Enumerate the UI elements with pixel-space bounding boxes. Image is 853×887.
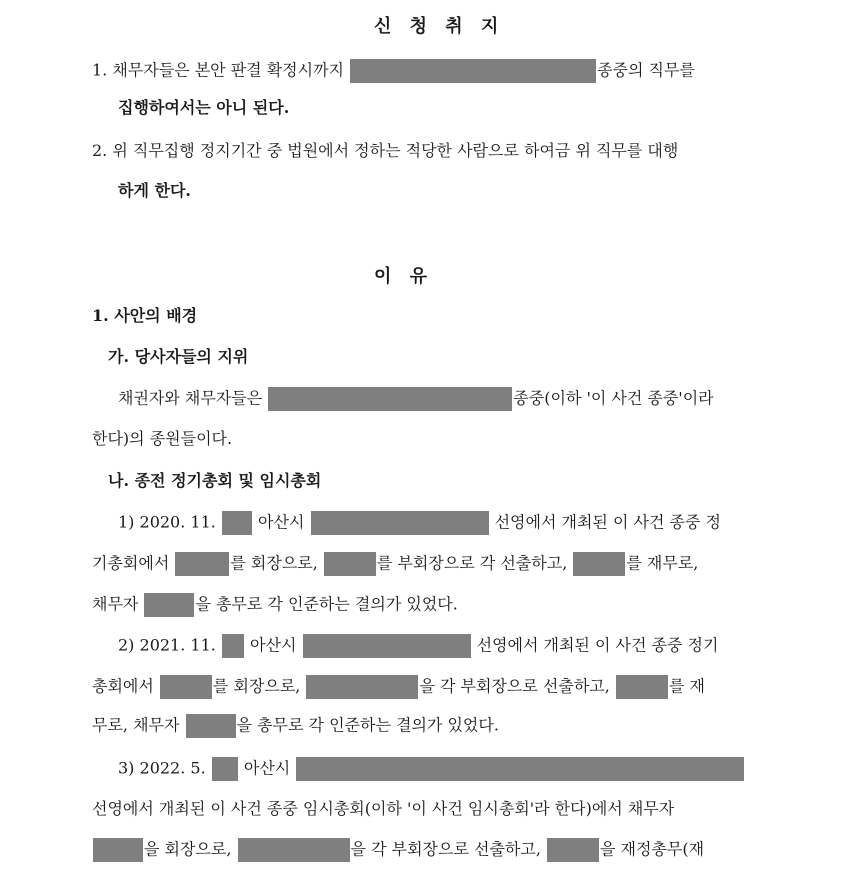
p3-text-e: 을 재정총무(재 <box>600 839 705 859</box>
p1-line-3 <box>92 593 458 617</box>
claim-2-line-2: 하게 한다. <box>118 181 191 200</box>
redaction-box <box>296 757 744 781</box>
claim-heading: 신 청 취 지 <box>374 16 505 37</box>
p1-text-g: 를 재무로, <box>626 553 699 573</box>
p1-text-e: 를 회장으로, <box>230 553 318 573</box>
redaction-box <box>350 59 596 83</box>
redaction-box <box>306 675 418 699</box>
p2-text-d: 총회에서 <box>92 676 154 696</box>
p3-text-c: 을 회장으로, <box>144 839 232 859</box>
claim-1-line-2: 집행하여서는 아니 된다. <box>118 98 290 117</box>
subsection-na-title: 나. 종전 정기총회 및 임시총회 <box>108 471 322 490</box>
p2-text-f: 을 각 부회장으로 선출하고, <box>419 676 610 696</box>
p1-text-a: 1) 2020. 11. <box>118 512 216 532</box>
reason-heading: 이 유 <box>374 266 434 287</box>
p3-text-a: 3) 2022. 5. <box>118 758 206 778</box>
p3-text-b: 아산시 <box>243 758 291 778</box>
redaction-box <box>186 714 236 738</box>
redaction-box <box>175 552 229 576</box>
p2-text-a: 2) 2021. 11. <box>118 635 216 655</box>
p3-text-d: 을 각 부회장으로 선출하고, <box>350 839 541 859</box>
redaction-box <box>324 552 376 576</box>
claim-2-line-1: 2. 위 직무집행 정지기간 중 법원에서 정하는 적당한 사람으로 하여금 위 직무를 대행 <box>92 141 679 160</box>
redaction-box <box>93 838 143 862</box>
ga-text-a: 채권자와 채무자들은 <box>118 388 263 408</box>
redaction-box <box>573 552 625 576</box>
redaction-box <box>238 838 350 862</box>
section-1-title: 1. 사안의 배경 <box>92 306 198 325</box>
p2-text-b: 아산시 <box>250 635 297 655</box>
ga-line-2: 한다)의 종원들이다. <box>92 429 233 448</box>
p1-text-d: 기총회에서 <box>92 553 170 573</box>
ga-text-b: 종중(이하 '이 사건 종중'이라 <box>513 388 714 408</box>
redaction-box <box>303 634 471 658</box>
ga-line-1 <box>118 387 714 411</box>
redaction-box <box>222 634 244 658</box>
p1-line-2 <box>92 552 698 576</box>
p2-text-i: 을 총무로 각 인준하는 결의가 있었다. <box>236 715 499 735</box>
p3-line-3 <box>92 838 704 862</box>
claim-1-text-a: 1. 채무자들은 본안 판결 확정시까지 <box>92 60 344 80</box>
p2-line-3 <box>92 714 499 738</box>
p3-line-1 <box>118 757 745 781</box>
redaction-box <box>268 387 512 411</box>
p2-text-e: 를 회장으로, <box>212 676 301 696</box>
p1-text-i: 을 총무로 각 인준하는 결의가 있었다. <box>195 594 458 614</box>
redaction-box <box>616 675 668 699</box>
redaction-box <box>222 511 252 535</box>
p1-text-b: 아산시 <box>258 512 305 532</box>
p2-text-g: 를 재 <box>668 676 705 696</box>
p1-text-c: 선영에서 개최된 이 사건 종중 정 <box>494 512 721 532</box>
p1-text-f: 를 부회장으로 각 선출하고, <box>376 553 568 573</box>
redaction-box <box>144 593 194 617</box>
claim-1-line-1 <box>92 59 695 83</box>
redaction-box <box>160 675 212 699</box>
p1-line-1 <box>118 511 721 535</box>
p1-text-h: 채무자 <box>92 594 139 614</box>
p2-text-c: 선영에서 개최된 이 사건 종중 정기 <box>476 635 719 655</box>
subsection-ga-title: 가. 당사자들의 지위 <box>108 347 249 366</box>
p2-text-h: 무로, 채무자 <box>92 715 180 735</box>
p2-line-2 <box>92 675 705 699</box>
redaction-box <box>311 511 489 535</box>
redaction-box <box>212 757 238 781</box>
p3-line-2: 선영에서 개최된 이 사건 종중 임시총회(이하 '이 사건 임시총회'라 한다)에서 채무자 <box>92 799 675 818</box>
redaction-box <box>547 838 599 862</box>
claim-1-text-b: 종중의 직무를 <box>597 60 695 80</box>
p2-line-1 <box>118 634 718 658</box>
